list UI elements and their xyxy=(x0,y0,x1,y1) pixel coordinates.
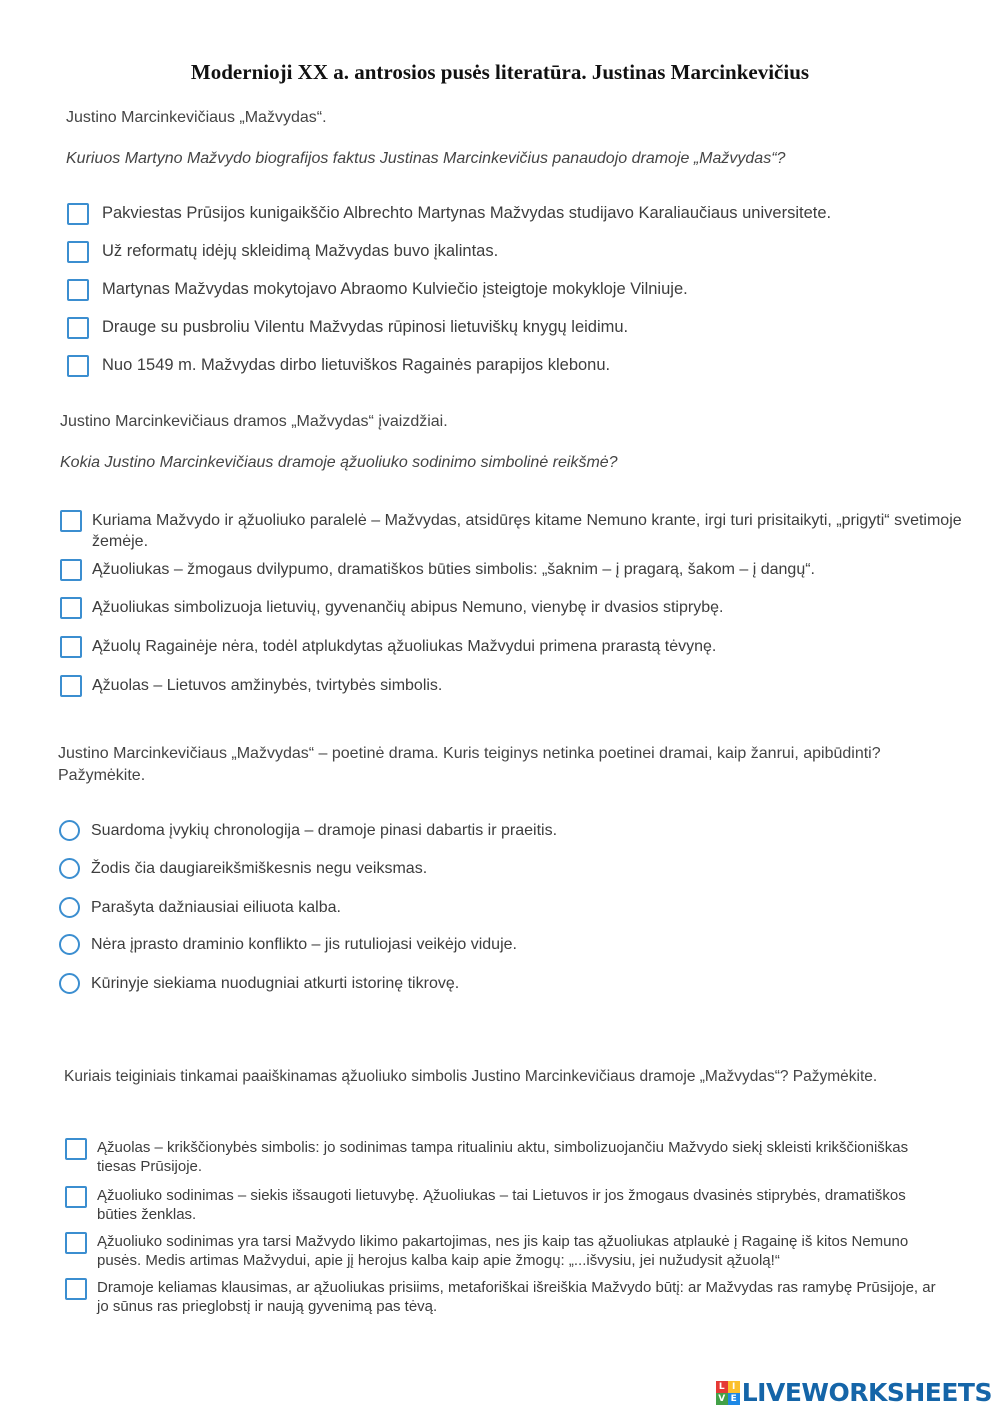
s3-option-3[interactable] xyxy=(59,897,959,921)
checkbox[interactable] xyxy=(67,317,89,339)
checkbox[interactable] xyxy=(60,559,82,581)
option-label: Kuriama Mažvydo ir ąžuoliuko paralelė – Mažvydas, atsidūręs kitame Nemuno krante, irgi turi prisitaikyti, „prigyti“ svetimoje žemėje. xyxy=(92,512,962,550)
s3-option-5[interactable] xyxy=(59,973,959,997)
checkbox[interactable] xyxy=(67,203,89,225)
brand-text: LIVEWORKSHEETS xyxy=(741,1378,992,1407)
logo-cell: E xyxy=(728,1393,740,1405)
checkbox[interactable] xyxy=(60,597,82,619)
page-title: Modernioji XX a. antrosios pusės literatūra. Justinas Marcinkevičius xyxy=(190,60,810,84)
liveworksheets-brand xyxy=(716,1378,992,1407)
section-4-heading: Kuriais teiginiais tinkamai paaiškinamas ąžuoliuko simbolis Justino Marcinkevičiaus dramoje „Mažvydas“? Pažymėkite. xyxy=(64,1068,878,1085)
option-label: Martynas Mažvydas mokytojavo Abraomo Kulviečio įsteigtoje mokykloje Vilniuje. xyxy=(102,280,688,298)
section-2-heading: Justino Marcinkevičiaus dramos „Mažvydas“ įvaizdžiai. xyxy=(60,413,448,430)
checkbox[interactable] xyxy=(60,636,82,658)
option-label: Ąžuoliuko sodinimas yra tarsi Mažvydo likimo pakartojimas, nes jis kaip tas ąžuoliukas atplaukė į Ragainę iš kitos Nemuno pusės. Medis artimas Mažvydui, apie jį herojus kalba kaip apie žmogų: „...išvysiu, jei nužudysit ąžuolą!“ xyxy=(97,1233,909,1269)
s1-option-3[interactable] xyxy=(67,279,967,303)
checkbox[interactable] xyxy=(65,1278,87,1300)
s4-option-4[interactable] xyxy=(65,1278,945,1322)
section-3-heading: Justino Marcinkevičiaus „Mažvydas“ – poetinė drama. Kuris teiginys netinka poetinei dramai, kaip žanrui, apibūdinti? Pažymėkite. xyxy=(58,745,881,784)
checkbox[interactable] xyxy=(60,510,82,532)
checkbox[interactable] xyxy=(67,279,89,301)
s1-option-1[interactable] xyxy=(67,203,967,227)
option-label: Suardoma įvykių chronologija – dramoje pinasi dabartis ir praeitis. xyxy=(91,822,558,839)
option-label: Ąžuoliukas – žmogaus dvilypumo, dramatiškos būties simbolis: „šaknim – į pragarą, šakom – į dangų“. xyxy=(92,561,815,578)
option-label: Dramoje keliamas klausimas, ar ąžuoliukas prisiims, metaforiškai išreiškia Mažvydo būtį: ar Mažvydas ras ramybę Prūsijoje, ar jo sūnus ras prieglobstį ir naują gyvenimą pas tėvą. xyxy=(97,1279,936,1315)
logo-cell: I xyxy=(728,1381,740,1393)
s2-option-1[interactable] xyxy=(60,510,970,554)
option-label: Ąžuolas – Lietuvos amžinybės, tvirtybės simbolis. xyxy=(92,677,443,694)
option-label: Žodis čia daugiareikšmiškesnis negu veiksmas. xyxy=(91,860,428,877)
radio-button[interactable] xyxy=(59,973,80,994)
checkbox[interactable] xyxy=(67,241,89,263)
logo-cell: L xyxy=(716,1381,728,1393)
option-label: Už reformatų idėjų skleidimą Mažvydas buvo įkalintas. xyxy=(102,242,499,260)
radio-button[interactable] xyxy=(59,897,80,918)
option-label: Ąžuoliuko sodinimas – siekis išsaugoti lietuvybę. Ąžuoliukas – tai Lietuvos ir jos žmogaus dvasinės stiprybės, dramatiškos būties ženklas. xyxy=(97,1187,906,1223)
s1-option-5[interactable] xyxy=(67,355,967,379)
option-label: Ąžuolas – krikščionybės simbolis: jo sodinimas tampa ritualiniu aktu, simbolizuojančiu Mažvydo siekį skleisti krikščioniškas tiesas Prūsijoje. xyxy=(97,1139,909,1175)
s1-option-4[interactable] xyxy=(67,317,967,341)
s2-option-3[interactable] xyxy=(60,597,970,621)
checkbox[interactable] xyxy=(60,675,82,697)
s3-option-4[interactable] xyxy=(59,934,959,958)
s4-option-2[interactable] xyxy=(65,1186,945,1230)
radio-button[interactable] xyxy=(59,858,80,879)
checkbox[interactable] xyxy=(65,1186,87,1208)
liveworksheets-logo-icon xyxy=(716,1381,740,1405)
option-label: Drauge su pusbroliu Vilentu Mažvydas rūpinosi lietuviškų knygų leidimu. xyxy=(102,318,629,336)
checkbox[interactable] xyxy=(65,1138,87,1160)
checkbox[interactable] xyxy=(67,355,89,377)
radio-button[interactable] xyxy=(59,820,80,841)
checkbox[interactable] xyxy=(65,1232,87,1254)
s4-option-3[interactable] xyxy=(65,1232,945,1276)
option-label: Nėra įprasto draminio konflikto – jis rutuliojasi veikėjo viduje. xyxy=(91,936,517,953)
s2-option-4[interactable] xyxy=(60,636,970,660)
section-1-question: Kuriuos Martyno Mažvydo biografijos faktus Justinas Marcinkevičius panaudojo dramoje „Mažvydas“? xyxy=(66,150,786,167)
radio-button[interactable] xyxy=(59,934,80,955)
s2-option-2[interactable] xyxy=(60,559,970,583)
option-label: Kūrinyje siekiama nuodugniai atkurti istorinę tikrovę. xyxy=(91,975,460,992)
option-label: Pakviestas Prūsijos kunigaikščio Albrechto Martynas Mažvydas studijavo Karaliaučiaus universitete. xyxy=(102,204,832,222)
s2-option-5[interactable] xyxy=(60,675,970,699)
s3-option-1[interactable] xyxy=(59,820,959,844)
logo-cell: V xyxy=(716,1393,728,1405)
option-label: Ąžuolų Ragainėje nėra, todėl atplukdytas ąžuoliukas Mažvydui primena prarastą tėvynę. xyxy=(92,638,717,655)
section-2-question: Kokia Justino Marcinkevičiaus dramoje ąžuoliuko sodinimo simbolinė reikšmė? xyxy=(60,454,618,471)
option-label: Ąžuoliukas simbolizuoja lietuvių, gyvenančių abipus Nemuno, vienybę ir dvasios stiprybę. xyxy=(92,599,724,616)
section-1-heading: Justino Marcinkevičiaus „Mažvydas“. xyxy=(66,109,327,126)
option-label: Parašyta dažniausiai eiliuota kalba. xyxy=(91,899,341,916)
s4-option-1[interactable] xyxy=(65,1138,945,1182)
s3-option-2[interactable] xyxy=(59,858,959,882)
option-label: Nuo 1549 m. Mažvydas dirbo lietuviškos Ragainės parapijos klebonu. xyxy=(102,356,611,374)
s1-option-2[interactable] xyxy=(67,241,967,265)
